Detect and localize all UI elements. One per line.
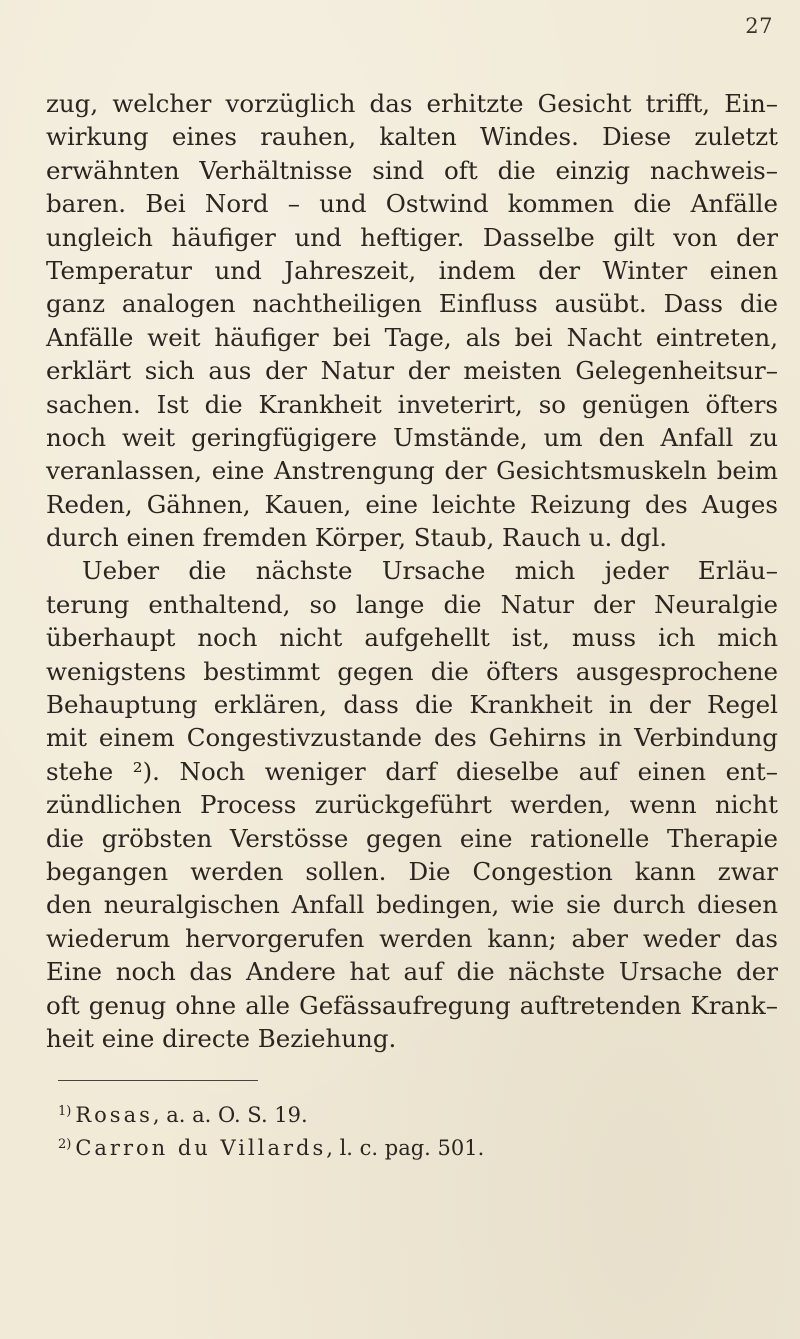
- footnote-reference: , a. a. O. S. 19.: [152, 1103, 308, 1127]
- text-line: wenigstens bestimmt gegen die öfters ausgesprochene: [46, 656, 778, 686]
- text-line: Behauptung erklären, dass die Krankheit in der Regel: [46, 690, 778, 720]
- text-line: stehe ²). Noch weniger darf dieselbe auf einen ent–: [46, 756, 778, 786]
- text-line: heit eine directe Beziehung.: [46, 1023, 397, 1053]
- body-text: [46, 87, 778, 1055]
- page-number: 27: [745, 14, 773, 38]
- text-line: erwähnten Verhältnisse sind oft die einzig nachweis–: [46, 155, 778, 185]
- footnote-divider: [58, 1080, 258, 1081]
- footnote-marker: 1): [58, 1104, 72, 1119]
- text-line: Reden, Gähnen, Kauen, eine leichte Reizung des Auges: [46, 489, 778, 519]
- text-line: zug, welcher vorzüglich das erhitzte Gesicht trifft, Ein–: [46, 89, 778, 118]
- text-line: Ueber die nächste Ursache mich jeder Erläu–: [82, 556, 778, 586]
- text-line: begangen werden sollen. Die Congestion kann zwar: [46, 856, 778, 886]
- text-line: erklärt sich aus der Natur der meisten Gelegenheitsur–: [46, 356, 778, 386]
- footnote-1: [58, 1097, 758, 1130]
- text-line: überhaupt noch nicht aufgehellt ist, muss ich mich: [46, 623, 778, 653]
- text-line: den neuralgischen Anfall bedingen, wie sie durch diesen: [46, 890, 778, 920]
- text-line: ganz analogen nachtheiligen Einfluss ausübt. Dass die: [46, 289, 778, 319]
- text-line: terung enthaltend, so lange die Natur der Neuralgie: [46, 589, 778, 619]
- footnote-2: [58, 1130, 758, 1163]
- text-line: veranlassen, eine Anstrengung der Gesichtsmuskeln beim: [46, 456, 778, 486]
- text-line: die gröbsten Verstösse gegen eine rationelle Therapie: [46, 823, 778, 853]
- footnote-author: Carron du Villards: [75, 1136, 327, 1160]
- text-line: ungleich häufiger und heftiger. Dasselbe gilt von der: [46, 222, 778, 252]
- text-line: oft genug ohne alle Gefässaufregung auftretenden Krank–: [46, 990, 778, 1020]
- text-line: baren. Bei Nord – und Ostwind kommen die Anfälle: [46, 189, 778, 219]
- text-line: sachen. Ist die Krankheit inveterirt, so genügen öfters: [46, 389, 778, 419]
- footnotes: [58, 1097, 758, 1163]
- text-line: mit einem Congestivzustande des Gehirns in Verbindung: [46, 723, 778, 753]
- footnote-marker: 2): [58, 1137, 72, 1152]
- text-line: Eine noch das Andere hat auf die nächste Ursache der: [46, 957, 778, 987]
- text-line: zündlichen Process zurückgeführt werden, wenn nicht: [46, 790, 778, 820]
- text-line: Anfälle weit häufiger bei Tage, als bei Nacht eintreten,: [46, 322, 778, 352]
- text-line: Temperatur und Jahreszeit, indem der Winter einen: [46, 255, 778, 285]
- text-line: wirkung eines rauhen, kalten Windes. Diese zuletzt: [46, 122, 778, 152]
- footnote-author: Rosas: [75, 1103, 153, 1127]
- text-line: durch einen fremden Körper, Staub, Rauch u. dgl.: [46, 523, 668, 553]
- footnote-reference: , l. c. pag. 501.: [326, 1136, 485, 1160]
- text-line: noch weit geringfügigere Umstände, um den Anfall zu: [46, 422, 778, 452]
- text-line: wiederum hervorgerufen werden kann; aber weder das: [46, 923, 778, 953]
